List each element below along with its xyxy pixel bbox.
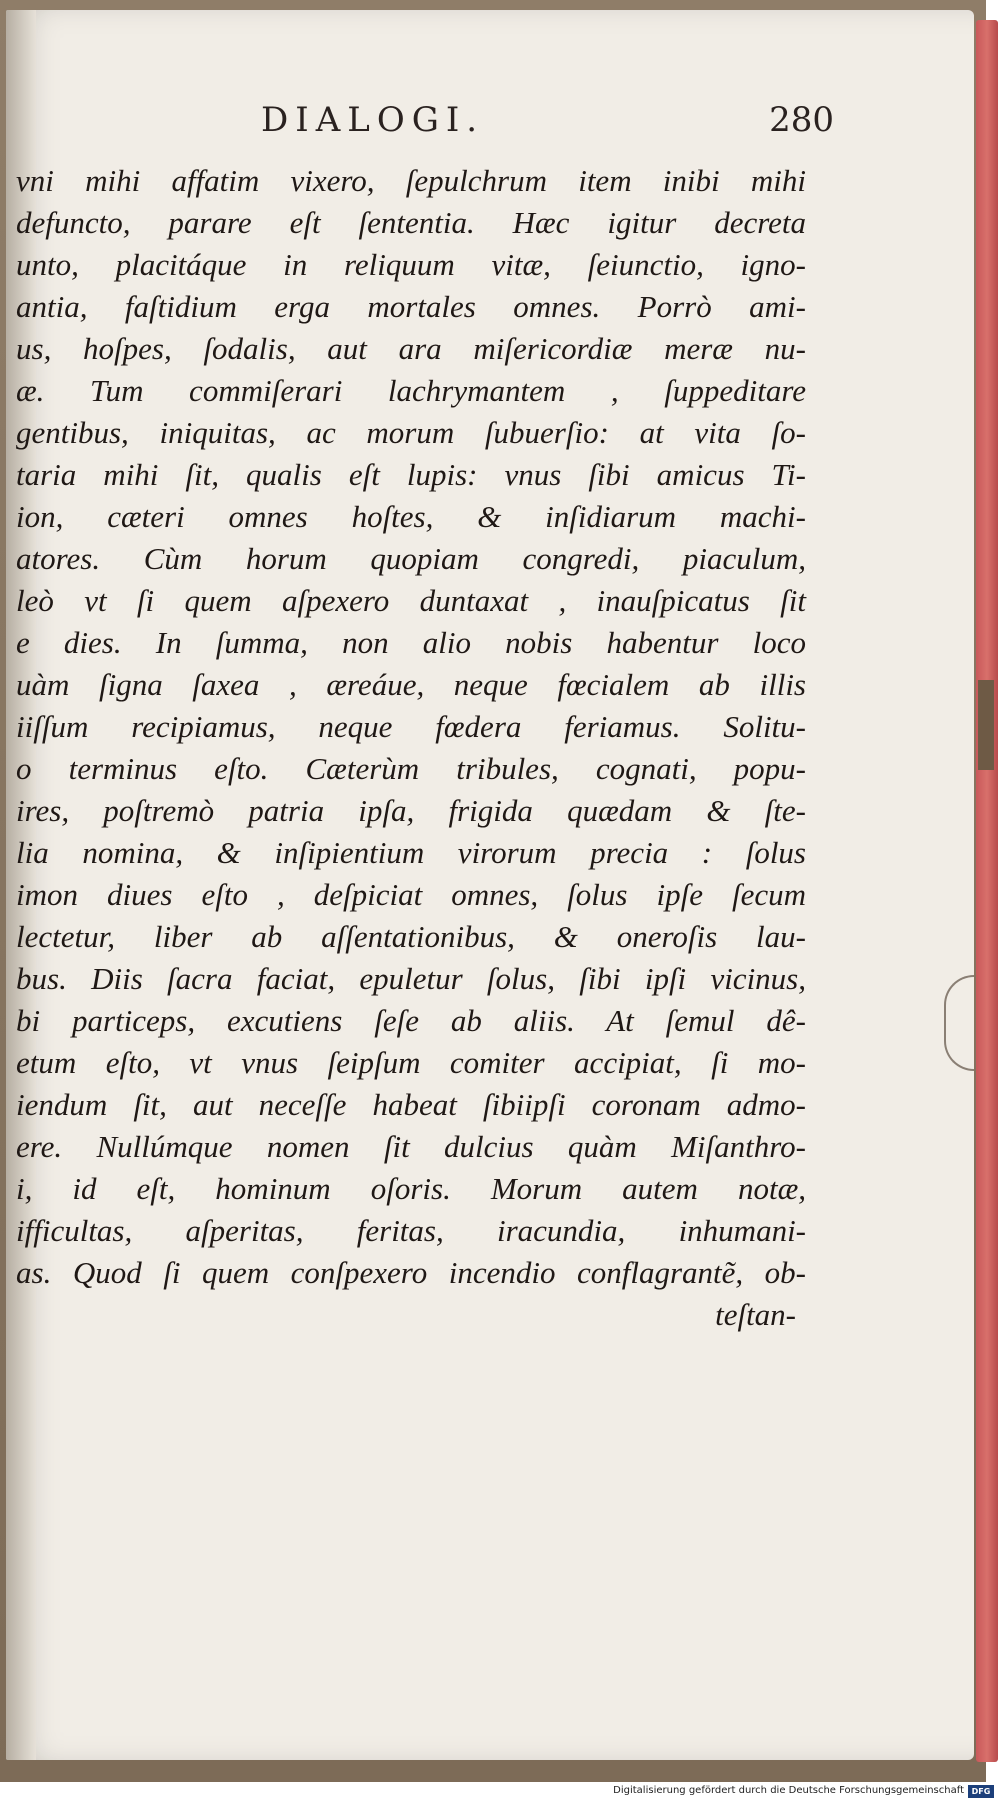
text-line: ion, cæteri omnes hoſtes, & inſidiarum machi- — [16, 499, 806, 534]
text-line: taria mihi ſit, qualis eſt lupis: vnus ſibi amicus Ti- — [16, 457, 806, 492]
text-line: us, hoſpes, ſodalis, aut ara miſericordiæ meræ nu- — [16, 331, 806, 366]
red-page-edge — [976, 20, 998, 1762]
page-clip — [944, 975, 974, 1071]
dfg-logo: DFG — [968, 1785, 994, 1798]
text-line: unto, placitáque in reliquum vitæ, ſeiunctio, igno- — [16, 247, 806, 282]
text-line: antia, faſtidium erga mortales omnes. Porrò ami- — [16, 289, 806, 324]
text-block — [16, 160, 806, 1336]
text-line: ires, poſtremò patria ipſa, frigida quædam & ſte- — [16, 793, 806, 828]
text-line: iendum ſit, aut neceſſe habeat ſibiipſi coronam admo- — [16, 1087, 806, 1122]
text-line: bi particeps, excutiens ſeſe ab aliis. At ſemul dê- — [16, 1003, 806, 1038]
text-line: leò vt ſi quem aſpexero duntaxat , inauſpicatus ſit — [16, 583, 806, 618]
text-line: uàm ſigna ſaxea , æreáue, neque fœcialem ab illis — [16, 667, 806, 702]
text-line: lia nomina, & inſipientium virorum precia : ſolus — [16, 835, 806, 870]
page-header — [261, 100, 834, 150]
text-line: teſtan- — [715, 1297, 796, 1332]
footer-bar — [0, 1782, 1000, 1802]
book-page — [6, 10, 974, 1760]
text-line: as. Quod ſi quem conſpexero incendio conflagrantẽ, ob- — [16, 1255, 806, 1290]
running-head: DIALOGI. — [261, 100, 485, 140]
text-line: æ. Tum commiſerari lachrymantem , ſuppeditare — [16, 373, 806, 408]
text-line: e dies. In ſumma, non alio nobis habentur loco — [16, 625, 806, 660]
text-line: ifficultas, aſperitas, feritas, iracundia, inhumani- — [16, 1213, 806, 1248]
digitization-credit: Digitalisierung gefördert durch die Deutsche Forschungsgemeinschaft — [613, 1785, 964, 1796]
text-line: imon diues eſto , deſpiciat omnes, ſolus ipſe ſecum — [16, 877, 806, 912]
bookmark-ribbon — [978, 680, 994, 770]
text-line: i, id eſt, hominum oſoris. Morum autem notæ, — [16, 1171, 806, 1206]
text-line: ere. Nullúmque nomen ſit dulcius quàm Miſanthro- — [16, 1129, 806, 1164]
text-line: lectetur, liber ab aſſentationibus, & oneroſis lau- — [16, 919, 806, 954]
text-line: gentibus, iniquitas, ac morum ſubuerſio: at vita ſo- — [16, 415, 806, 450]
text-line: atores. Cùm horum quopiam congredi, piaculum, — [16, 541, 806, 576]
page-number: 280 — [769, 100, 834, 140]
text-line: iiſſum recipiamus, neque fœdera feriamus. Solitu- — [16, 709, 806, 744]
text-line: vni mihi affatim vixero, ſepulchrum item inibi mihi — [16, 163, 806, 198]
text-line: defuncto, parare eſt ſententia. Hæc igitur decreta — [16, 205, 806, 240]
text-line: o terminus eſto. Cæterùm tribules, cognati, popu- — [16, 751, 806, 786]
text-line: etum eſto, vt vnus ſeipſum comiter accipiat, ſi mo- — [16, 1045, 806, 1080]
text-line: bus. Diis ſacra faciat, epuletur ſolus, ſibi ipſi vicinus, — [16, 961, 806, 996]
